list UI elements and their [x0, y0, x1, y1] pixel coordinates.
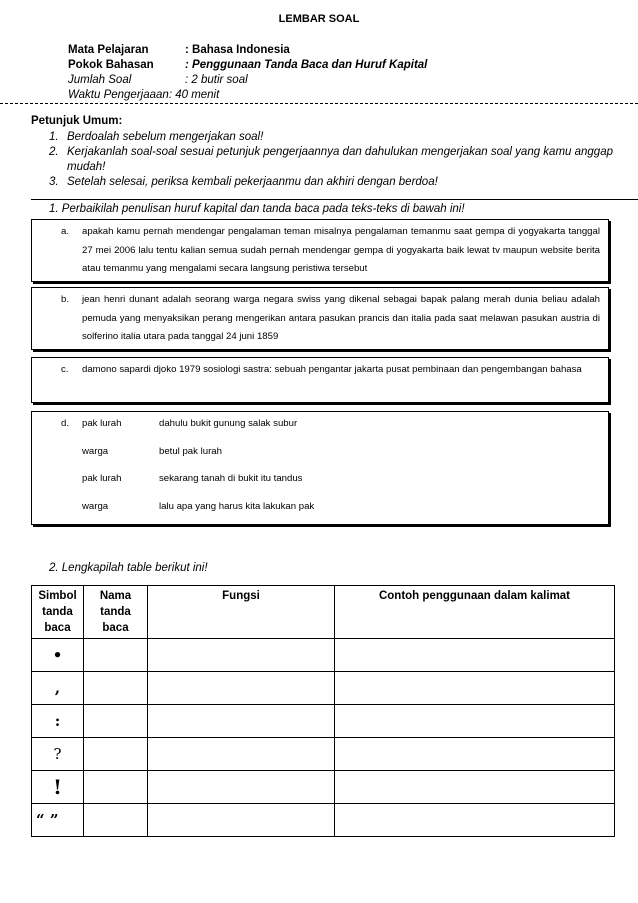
dialog-row [82, 498, 314, 517]
example-cell[interactable] [335, 672, 615, 705]
page-title: LEMBAR SOAL [278, 13, 360, 25]
instruction-text: Setelah selesai, periksa kembali pekerjaanmu dan akhiri dengan berdoa! [67, 176, 438, 188]
example-cell[interactable] [335, 738, 615, 771]
instruction-text: Berdoalah sebelum mengerjakan soal! [67, 131, 264, 143]
dialog-speaker: pak lurah [82, 418, 122, 429]
table-row [32, 639, 615, 672]
subject-row [68, 44, 290, 56]
name-cell[interactable] [84, 738, 148, 771]
function-cell[interactable] [148, 771, 335, 804]
name-cell[interactable] [84, 804, 148, 837]
dialog-speaker: pak lurah [82, 473, 122, 484]
instruction-item [31, 130, 621, 145]
function-cell[interactable] [148, 705, 335, 738]
function-cell[interactable] [148, 804, 335, 837]
punctuation-table [31, 585, 615, 837]
general-instructions-title: Petunjuk Umum: [31, 115, 123, 127]
question-1-text: 1. Perbaikilah penulisan huruf kapital dan tanda baca pada teks-teks di bawah ini! [49, 203, 465, 215]
instruction-number: 3. [49, 176, 59, 188]
instruction-number: 1. [49, 131, 59, 143]
time-row [68, 89, 219, 101]
topic-label: Pokok Bahasan [68, 59, 154, 71]
subject-value: : Bahasa Indonesia [185, 44, 290, 56]
section-divider [31, 199, 638, 200]
text-box-c [31, 357, 609, 403]
table-row [32, 738, 615, 771]
box-text: damono sapardi djoko 1979 sosiologi sastra: sebuah pengantar jakarta pusat pembinaan dan pengembangan bahasa [82, 364, 582, 375]
name-cell[interactable] [84, 771, 148, 804]
time-value: : 40 menit [168, 89, 220, 101]
topic-row [68, 59, 427, 71]
header-symbol: Simbol tanda baca [32, 586, 84, 639]
text-box-d [31, 411, 609, 525]
question-2-text: 2. Lengkapilah table berikut ini! [49, 562, 208, 574]
name-cell[interactable] [84, 705, 148, 738]
example-cell[interactable] [335, 804, 615, 837]
function-cell[interactable] [148, 672, 335, 705]
table-row [32, 705, 615, 738]
dialog-speaker: warga [82, 446, 109, 457]
instruction-item [31, 145, 621, 175]
table-header-row [32, 586, 615, 639]
instruction-text: Kerjakanlah soal-soal sesuai petunjuk pengerjaannya dan dahulukan mengerjakan soal yang kamu anggap mudah! [67, 146, 613, 173]
dialog-row [82, 443, 222, 462]
text-box-b [31, 287, 609, 350]
symbol-cell: “ ” [32, 804, 84, 837]
general-instructions-list [31, 130, 621, 190]
dialog-line: lalu apa yang harus kita lakukan pak [159, 501, 315, 512]
count-row [68, 74, 248, 86]
box-text: jean henri dunant adalah seorang warga negara swiss yang dikenal sebagai bapak palang merah dunia beliau adalah pemuda yang menyaksikan perang mengerikan antara pasukan prancis dan italia pada saat melawan pasukan austria di solferino italia utara pada tanggal 24 juni 1859 [82, 294, 600, 342]
symbol-cell: ! [32, 771, 84, 804]
instruction-item [31, 175, 621, 190]
function-cell[interactable] [148, 738, 335, 771]
dialog-row [82, 470, 302, 489]
dialog-speaker: warga [82, 501, 109, 512]
name-cell[interactable] [84, 639, 148, 672]
box-letter: d. [61, 418, 70, 429]
symbol-cell: , [32, 672, 84, 705]
dialog-line: betul pak lurah [159, 446, 222, 457]
subject-label: Mata Pelajaran [68, 44, 149, 56]
box-letter: c. [61, 364, 69, 375]
example-cell[interactable] [335, 771, 615, 804]
text-box-a [31, 219, 609, 282]
example-cell[interactable] [335, 639, 615, 672]
dialog-row [82, 415, 297, 434]
count-label: Jumlah Soal [68, 74, 132, 86]
symbol-cell: ? [32, 738, 84, 771]
time-label: Waktu Pengerjaaan [68, 89, 169, 101]
function-cell[interactable] [148, 639, 335, 672]
dialog-line: dahulu bukit gunung salak subur [159, 418, 298, 429]
box-text: apakah kamu pernah mendengar pengalaman teman misalnya pengalaman temanmu saat gempa di yogyakarta tanggal 27 mei 2006 lalu tentu kalian semua sudah pernah mendengar gempa di yogyakarta baik lewat tv maupun website berita atau temanmu yang mengalami secara langsung peristiwa tersebut [82, 226, 600, 274]
header-example: Contoh penggunaan dalam kalimat [335, 586, 615, 639]
dashed-divider [0, 103, 638, 104]
count-value: : 2 butir soal [185, 74, 248, 86]
table-row [32, 771, 615, 804]
header-name: Nama tanda baca [84, 586, 148, 639]
topic-value: : Penggunaan Tanda Baca dan Huruf Kapital [185, 59, 428, 71]
symbol-cell: • [32, 639, 84, 672]
instruction-number: 2. [49, 146, 59, 158]
box-letter: a. [61, 226, 70, 237]
example-cell[interactable] [335, 705, 615, 738]
name-cell[interactable] [84, 672, 148, 705]
dialog-line: sekarang tanah di bukit itu tandus [159, 473, 303, 484]
header-function: Fungsi [148, 586, 335, 639]
table-row [32, 672, 615, 705]
table-row [32, 804, 615, 837]
symbol-cell: : [32, 705, 84, 738]
box-letter: b. [61, 294, 70, 305]
